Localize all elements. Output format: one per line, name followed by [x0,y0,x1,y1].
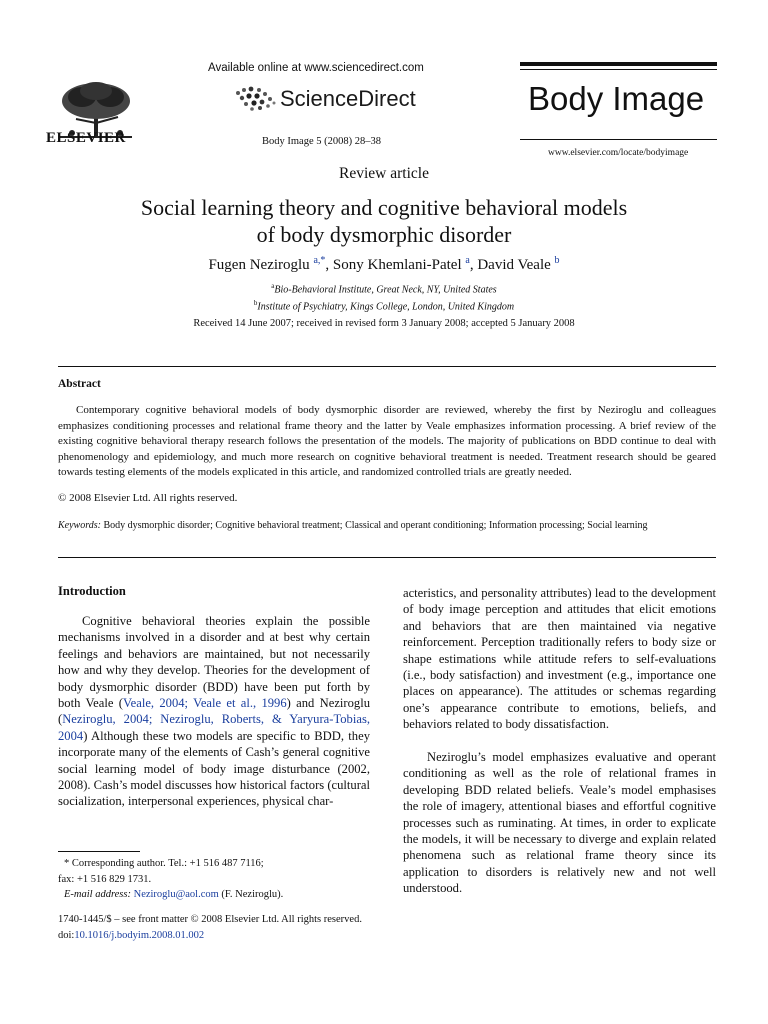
abstract-heading: Abstract [58,378,101,390]
article-title-line-2: of body dysmorphic disorder [256,222,512,247]
sciencedirect-wordmark: ScienceDirect [280,86,416,111]
affiliation-marker: a [271,282,275,290]
footnote-email-line [58,887,370,903]
sciencedirect-logo [232,84,416,114]
affiliation [0,299,768,312]
article-title [80,194,688,248]
author-separator: , [325,257,333,273]
doi-line [58,930,204,941]
abstract-text: Contemporary cognitive behavioral models of body dysmorphic disorder are reviewed, whereby the first by Neziroglu and colleagues emphasizes conditioning processes and relational frame theory and the latter by Veale emphasizes information processing. A brief review of the existing cognitive behavioral therapy research follows the presentation of the models. The majority of publications on BDD continue to deal with phenomenology and epidemiology, and much more research on cognitive behavioral treatment is needed. Treatment research should be geared towards testing elements of the models explicated in this article, and randomized controlled trials are greatly needed. [58,404,716,478]
author-affiliation-marker[interactable]: a,* [313,255,326,266]
author-separator: , [469,257,478,273]
keywords [58,518,716,533]
article-title-line-1: Social learning theory and cognitive behavioral models [140,195,628,220]
keywords-list: Body dysmorphic disorder; Cognitive behavioral treatment; Classical and operant conditioning; Information processing; Social learning [103,520,648,531]
email-suffix: (F. Neziroglu). [221,889,284,900]
journal-name: Body Image [528,80,705,117]
issn-line: 1740-1445/$ – see front matter © 2008 Elsevier Ltd. All rights reserved. [58,914,362,925]
body-paragraph: acteristics, and personality attributes) lead to the development of body image perception and attitudes that elicit emotions and behaviors that are then maintained via negative reinforcement. Perception traditionally refers to body size or shape estimations while attitude refers to self-evaluations (i.e., body satisfaction) and investment (e.g., importance one places on appearance). The attitudes or schemas regarding one’s appearance contribute to emotions, beliefs, and behaviors related to body dissatisfaction. [403,586,716,732]
body-paragraph: Neziroglu’s model emphasizes evaluative and operant conditioning as well as the role of relational frames in developing BDD related beliefs. Veale’s model emphasises the role of imagery, attentional biases and effortful cognitive processes such as ruminating. At times, in order to explicate the models, it will be necessary to diverge and explain related phenomena such as relational frame theory since its application to disorders is relatively new and not well understood. [403,750,716,896]
intro-text: ) and Neziroglu ( [58,696,370,727]
intro-text: Cognitive behavioral theories explain the possible mechanisms involved in a disorder and at best why certain feelings and behaviors are maintained, but not necessarily how and why they develop. Theories for the development of body dysmorphic disorder (BDD) have been put forth by both Veale ( [58,614,370,711]
abstract-top-rule [58,366,716,367]
received-dates: Received 14 June 2007; received in revised form 3 January 2008; accepted 5 January 2008 [193,318,575,329]
author-affiliation-marker[interactable]: b [554,255,560,266]
affiliation-text: Institute of Psychiatry, Kings College, London, United Kingdom [257,301,515,313]
email-link[interactable]: Neziroglu@aol.com [133,889,219,900]
journal-citation: Body Image 5 (2008) 28–38 [262,136,381,147]
abstract-copyright: © 2008 Elsevier Ltd. All rights reserved. [58,492,238,504]
article-type: Review article [339,165,429,182]
journal-url-link[interactable]: www.elsevier.com/locate/bodyimage [548,148,689,158]
doi-link[interactable]: 10.1016/j.bodyim.2008.01.002 [74,930,205,941]
doi-prefix: doi: [58,930,75,941]
author-list [0,255,768,274]
author-name[interactable]: Sony Khemlani-Patel [332,257,462,273]
footnote-line: * Corresponding author. Tel.: +1 516 487 7116; [64,858,264,869]
abstract-bottom-rule [58,557,716,558]
section-heading-introduction: Introduction [58,584,126,598]
intro-paragraph [58,613,370,810]
author-name[interactable]: David Veale [477,257,551,273]
footnote-rule [58,851,140,852]
footnote [58,856,370,903]
footnote-line: fax: +1 516 829 1731. [58,873,152,885]
author-affiliation-marker[interactable]: a [465,255,470,266]
journal-header-rule-thin [520,69,717,70]
affiliation-marker: b [253,299,258,307]
affiliation-text: Bio-Behavioral Institute, Great Neck, NY, United States [274,284,497,296]
keywords-label: Keywords: [58,520,101,531]
email-label: E-mail address: [64,889,131,900]
available-online-text: Available online at www.sciencedirect.com [208,62,424,74]
affiliation [0,282,768,295]
intro-text: ) Although these two models are specific to BDD, they incorporate many of the elements of Cash’s general cognitive social learning model of body image disturbance (2002, 2008). Cash’s model discusses how historical factors (cultural socialization, interpersonal experiences, physical char- [58,728,370,809]
journal-header-rule [520,62,717,66]
journal-header-rule-bottom [520,139,717,140]
author-name[interactable]: Fugen Neziroglu [208,257,310,273]
publisher-name: ELSEVIER [46,130,126,146]
citation-link-veale[interactable]: Veale, 2004; Veale et al., 1996 [122,696,287,711]
sciencedirect-dots-icon [232,85,278,113]
citation-link-neziroglu[interactable]: Neziroglu, 2004; Neziroglu, Roberts, & Yaryura-Tobias, 2004 [58,712,370,743]
